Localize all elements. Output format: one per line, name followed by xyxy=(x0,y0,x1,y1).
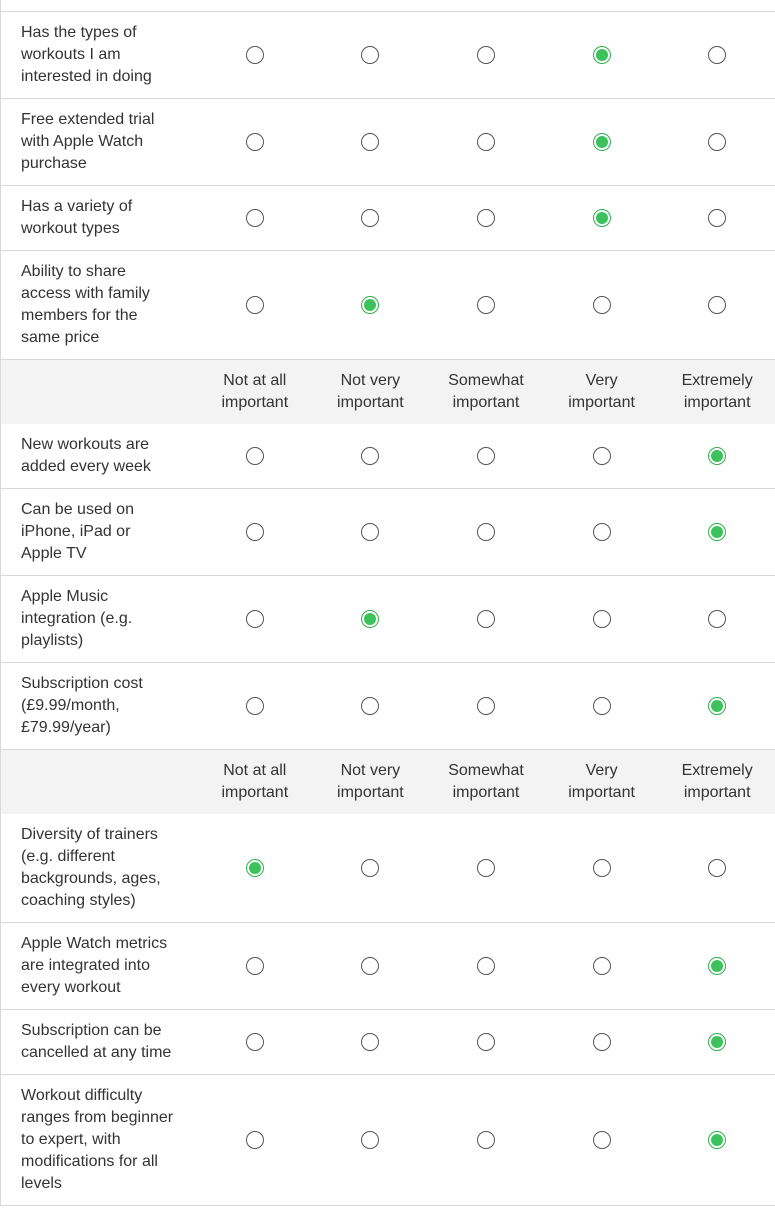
scale-header-line: important xyxy=(683,784,751,801)
rating-cell xyxy=(313,1131,429,1149)
question-label-line: Has the types of xyxy=(21,24,137,41)
question-label-line: Subscription cost xyxy=(21,675,143,692)
rating-radio[interactable] xyxy=(361,610,379,628)
rating-radio[interactable] xyxy=(593,447,611,465)
rating-cell xyxy=(428,610,544,628)
question-label-line: members for the xyxy=(21,307,138,324)
question-row xyxy=(0,1010,775,1075)
scale-header-label xyxy=(197,760,313,804)
rating-cell xyxy=(659,697,775,715)
question-label-line: coaching styles) xyxy=(21,892,136,909)
rating-cell xyxy=(313,296,429,314)
rating-cell xyxy=(313,133,429,151)
rating-cell xyxy=(313,209,429,227)
rating-radio[interactable] xyxy=(246,1033,264,1051)
rating-radio[interactable] xyxy=(708,1033,726,1051)
rating-radio[interactable] xyxy=(477,859,495,877)
rating-radio[interactable] xyxy=(708,1131,726,1149)
rating-radio[interactable] xyxy=(708,133,726,151)
rating-cell xyxy=(197,133,313,151)
rating-cell xyxy=(197,957,313,975)
question-label-line: (e.g. different xyxy=(21,848,115,865)
rating-radio[interactable] xyxy=(593,610,611,628)
question-row xyxy=(0,489,775,576)
rating-radio[interactable] xyxy=(708,296,726,314)
question-label-line: modifications for all xyxy=(21,1153,158,1170)
question-row xyxy=(0,576,775,663)
rating-radio[interactable] xyxy=(361,296,379,314)
scale-header-label xyxy=(659,370,775,414)
rating-radio[interactable] xyxy=(246,859,264,877)
question-label-line: iPhone, iPad or xyxy=(21,523,131,540)
question-label-line: Free extended trial xyxy=(21,111,155,128)
rating-radio[interactable] xyxy=(593,523,611,541)
rating-cell xyxy=(544,859,660,877)
scale-header-line: Very xyxy=(585,372,618,389)
question-label-line: Ability to share xyxy=(21,263,126,280)
question-label xyxy=(1,196,197,240)
question-label-line: with Apple Watch xyxy=(21,133,144,150)
rating-cell xyxy=(428,697,544,715)
rating-cell xyxy=(428,957,544,975)
rating-cell xyxy=(313,859,429,877)
scale-header-label xyxy=(313,370,429,414)
question-label-line: Has a variety of xyxy=(21,198,133,215)
scale-header-line: Very xyxy=(585,762,618,779)
rating-cell xyxy=(428,1131,544,1149)
rating-radio[interactable] xyxy=(477,1033,495,1051)
previous-row-bottom xyxy=(0,0,775,12)
rating-radio[interactable] xyxy=(246,133,264,151)
question-label xyxy=(1,824,197,912)
question-row xyxy=(0,251,775,360)
question-label xyxy=(1,499,197,565)
rating-radio[interactable] xyxy=(361,209,379,227)
question-label-line: Apple Music xyxy=(21,588,109,605)
scale-header-line: Somewhat xyxy=(448,762,524,779)
rating-cell xyxy=(313,1033,429,1051)
question-label-line: Diversity of trainers xyxy=(21,826,158,843)
rating-radio[interactable] xyxy=(246,957,264,975)
question-label-line: same price xyxy=(21,329,100,346)
question-row xyxy=(0,99,775,186)
scale-header-line: important xyxy=(452,394,520,411)
question-label-line: cancelled at any time xyxy=(21,1044,172,1061)
rating-cell xyxy=(313,447,429,465)
rating-radio[interactable] xyxy=(361,1131,379,1149)
rating-cell xyxy=(428,46,544,64)
question-label xyxy=(1,22,197,88)
rating-radio[interactable] xyxy=(593,46,611,64)
rating-radio[interactable] xyxy=(477,610,495,628)
rating-radio[interactable] xyxy=(477,697,495,715)
scale-header-line: important xyxy=(221,784,289,801)
question-label-line: every workout xyxy=(21,979,121,996)
rating-cell xyxy=(197,447,313,465)
question-label xyxy=(1,434,197,478)
question-label xyxy=(1,673,197,739)
scale-header-label xyxy=(313,760,429,804)
scale-header-line: important xyxy=(452,784,520,801)
rating-cell xyxy=(428,447,544,465)
rating-cell xyxy=(313,610,429,628)
rating-radio[interactable] xyxy=(593,1131,611,1149)
rating-cell xyxy=(428,209,544,227)
question-label-line: added every week xyxy=(21,458,151,475)
scale-header-line: important xyxy=(568,784,635,801)
rating-radio[interactable] xyxy=(477,133,495,151)
rating-radio[interactable] xyxy=(708,523,726,541)
rating-cell xyxy=(428,1033,544,1051)
question-label xyxy=(1,1020,197,1064)
rating-cell xyxy=(197,209,313,227)
rating-cell xyxy=(659,46,775,64)
scale-header-label xyxy=(659,760,775,804)
rating-radio[interactable] xyxy=(361,523,379,541)
question-label-line: £79.99/year) xyxy=(21,719,111,736)
scale-header-line: Extremely xyxy=(681,762,753,779)
rating-cell xyxy=(197,1131,313,1149)
rating-radio[interactable] xyxy=(708,859,726,877)
rating-cell xyxy=(544,46,660,64)
rating-cell xyxy=(659,859,775,877)
question-label-line: interested in doing xyxy=(21,68,152,85)
rating-radio[interactable] xyxy=(246,610,264,628)
rating-radio[interactable] xyxy=(477,523,495,541)
question-label-line: levels xyxy=(21,1175,62,1192)
question-label-line: to expert, with xyxy=(21,1131,121,1148)
rating-cell xyxy=(197,697,313,715)
scale-header-line: Not at all xyxy=(223,762,287,779)
question-label-line: Apple TV xyxy=(21,545,87,562)
rating-cell xyxy=(544,610,660,628)
scale-header-row xyxy=(0,360,775,424)
rating-cell xyxy=(544,523,660,541)
rating-radio[interactable] xyxy=(246,1131,264,1149)
rating-radio[interactable] xyxy=(246,209,264,227)
question-label xyxy=(1,1085,197,1195)
question-label-line: (£9.99/month, xyxy=(21,697,120,714)
rating-radio[interactable] xyxy=(593,697,611,715)
rating-cell xyxy=(197,46,313,64)
scale-header-line: Not very xyxy=(340,762,401,779)
rating-radio[interactable] xyxy=(246,296,264,314)
rating-radio[interactable] xyxy=(593,1033,611,1051)
rating-cell xyxy=(659,209,775,227)
rating-radio[interactable] xyxy=(593,133,611,151)
rating-radio[interactable] xyxy=(708,957,726,975)
rating-cell xyxy=(313,46,429,64)
rating-cell xyxy=(659,1131,775,1149)
rating-radio[interactable] xyxy=(593,957,611,975)
scale-header-row xyxy=(0,750,775,814)
rating-radio[interactable] xyxy=(477,1131,495,1149)
question-label xyxy=(1,586,197,652)
question-label-line: are integrated into xyxy=(21,957,150,974)
rating-cell xyxy=(659,296,775,314)
rating-cell xyxy=(544,296,660,314)
rating-radio[interactable] xyxy=(708,209,726,227)
question-row xyxy=(0,814,775,923)
question-row xyxy=(0,186,775,251)
rating-cell xyxy=(313,697,429,715)
scale-header-line: Not at all xyxy=(223,372,287,389)
rating-radio[interactable] xyxy=(246,447,264,465)
question-label xyxy=(1,933,197,999)
scale-header-line: important xyxy=(683,394,751,411)
scale-header-label xyxy=(197,370,313,414)
rating-cell xyxy=(197,1033,313,1051)
rating-cell xyxy=(428,859,544,877)
rating-cell xyxy=(659,1033,775,1051)
question-label-line: integration (e.g. xyxy=(21,610,133,627)
question-row xyxy=(0,923,775,1010)
rating-cell xyxy=(659,447,775,465)
rating-cell xyxy=(659,523,775,541)
rating-cell xyxy=(544,133,660,151)
rating-cell xyxy=(659,133,775,151)
question-label-line: New workouts are xyxy=(21,436,150,453)
scale-header-line: Extremely xyxy=(681,372,753,389)
rating-cell xyxy=(544,957,660,975)
question-label-line: playlists) xyxy=(21,632,84,649)
rating-radio[interactable] xyxy=(477,46,495,64)
rating-cell xyxy=(197,296,313,314)
rating-radio[interactable] xyxy=(361,957,379,975)
scale-header-line: important xyxy=(337,394,404,411)
scale-header-label xyxy=(544,760,660,804)
rating-cell xyxy=(313,957,429,975)
question-label-line: workouts I am xyxy=(21,46,121,63)
question-label-line: backgrounds, ages, xyxy=(21,870,161,887)
rating-radio[interactable] xyxy=(477,957,495,975)
question-label-line: workout types xyxy=(21,220,120,237)
rating-cell xyxy=(544,1033,660,1051)
rating-radio[interactable] xyxy=(477,447,495,465)
scale-header-label xyxy=(428,370,544,414)
rating-radio[interactable] xyxy=(246,697,264,715)
scale-header-line: important xyxy=(337,784,404,801)
rating-cell xyxy=(197,610,313,628)
question-row xyxy=(0,663,775,750)
rating-radio[interactable] xyxy=(477,296,495,314)
rating-radio[interactable] xyxy=(477,209,495,227)
question-label xyxy=(1,261,197,349)
question-label-line: purchase xyxy=(21,155,87,172)
rating-radio[interactable] xyxy=(708,447,726,465)
question-label xyxy=(1,109,197,175)
rating-cell xyxy=(544,209,660,227)
rating-cell xyxy=(428,133,544,151)
rating-radio[interactable] xyxy=(246,523,264,541)
rating-radio[interactable] xyxy=(361,697,379,715)
rating-radio[interactable] xyxy=(593,859,611,877)
rating-cell xyxy=(313,523,429,541)
rating-radio[interactable] xyxy=(708,697,726,715)
rating-radio[interactable] xyxy=(246,46,264,64)
rating-radio[interactable] xyxy=(361,133,379,151)
scale-header-label xyxy=(428,760,544,804)
question-row xyxy=(0,424,775,489)
rating-cell xyxy=(544,447,660,465)
rating-cell xyxy=(544,697,660,715)
scale-header-line: Not very xyxy=(340,372,401,389)
question-label-line: Can be used on xyxy=(21,501,134,518)
rating-cell xyxy=(544,1131,660,1149)
scale-header-label xyxy=(544,370,660,414)
question-label-line: access with family xyxy=(21,285,150,302)
rating-cell xyxy=(197,859,313,877)
question-label-line: Workout difficulty xyxy=(21,1087,143,1104)
question-row xyxy=(0,12,775,99)
rating-cell xyxy=(197,523,313,541)
rating-cell xyxy=(428,523,544,541)
rating-radio[interactable] xyxy=(361,1033,379,1051)
rating-radio[interactable] xyxy=(361,46,379,64)
question-label-line: ranges from beginner xyxy=(21,1109,174,1126)
question-label-line: Apple Watch metrics xyxy=(21,935,168,952)
rating-cell xyxy=(659,610,775,628)
rating-cell xyxy=(659,957,775,975)
rating-radio[interactable] xyxy=(593,296,611,314)
question-row xyxy=(0,1075,775,1206)
scale-header-line: important xyxy=(568,394,635,411)
rating-radio[interactable] xyxy=(708,46,726,64)
question-label-line: Subscription can be xyxy=(21,1022,162,1039)
scale-header-line: Somewhat xyxy=(448,372,524,389)
scale-header-line: important xyxy=(221,394,289,411)
rating-radio[interactable] xyxy=(708,610,726,628)
rating-cell xyxy=(428,296,544,314)
rating-radio[interactable] xyxy=(361,859,379,877)
rating-radio[interactable] xyxy=(361,447,379,465)
rating-radio[interactable] xyxy=(593,209,611,227)
